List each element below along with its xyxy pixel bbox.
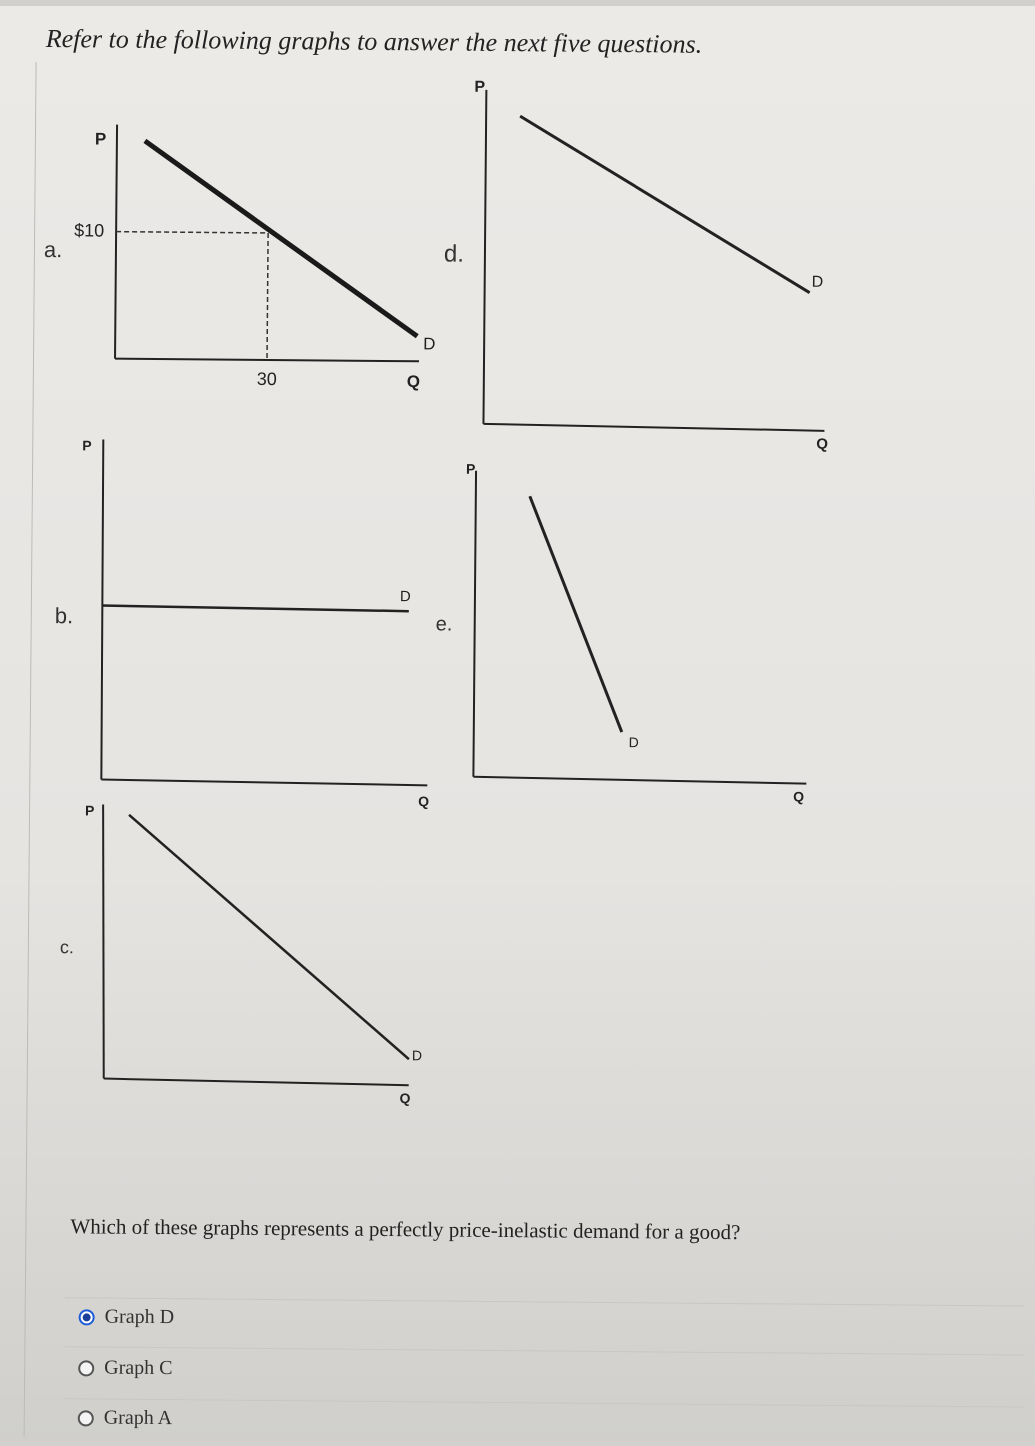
graph-a-q-axis-label: Q xyxy=(406,372,421,392)
question-text: Which of these graphs represents a perfectly price-inelastic demand for a good? xyxy=(70,1214,741,1245)
graph-b-p-axis-label: P xyxy=(82,437,92,454)
graph-a-q-axis xyxy=(115,359,419,362)
graph-a-p-axis xyxy=(115,125,117,359)
graph-d-p-axis-label: P xyxy=(474,78,486,96)
graphs-figure xyxy=(0,2,1035,1201)
graph-d-label: d. xyxy=(443,240,465,268)
graph-c-p-axis-label: P xyxy=(85,802,95,819)
page xyxy=(0,6,1035,1440)
graph-e-p-axis-label: P xyxy=(465,460,476,477)
graph-d-d-label: D xyxy=(811,273,824,291)
instruction-text: Refer to the following graphs to answer the next five questions. xyxy=(45,24,703,59)
graph-c-p-axis xyxy=(101,805,106,1079)
graph-c-label: c. xyxy=(59,937,74,958)
graph-a-price-tick: $10 xyxy=(74,220,105,241)
question-content xyxy=(0,2,1035,1445)
option-graph-a[interactable] xyxy=(78,1406,173,1430)
graph-b-label: b. xyxy=(54,603,74,629)
option-graph-a-label: Graph A xyxy=(103,1406,173,1430)
graph-c-demand-curve xyxy=(127,815,411,1059)
option-graph-d[interactable] xyxy=(79,1305,175,1329)
graph-b-q-axis xyxy=(101,780,427,786)
divider xyxy=(64,1346,1024,1355)
graph-a-quantity-tick: 30 xyxy=(256,368,277,390)
graph-e-q-axis-label: Q xyxy=(793,788,805,805)
graph-b xyxy=(53,437,432,809)
graph-b-d-label: D xyxy=(399,588,411,606)
graph-b-q-axis-label: Q xyxy=(418,793,430,810)
graph-a-p-axis-label: P xyxy=(94,129,107,149)
graph-e xyxy=(434,460,809,804)
graph-c-d-label: D xyxy=(411,1047,423,1064)
graph-e-p-axis xyxy=(473,471,476,777)
option-graph-c[interactable] xyxy=(78,1356,173,1380)
graph-d-demand-curve xyxy=(519,116,812,293)
graph-b-demand-curve xyxy=(102,606,409,612)
graph-a-d-label: D xyxy=(423,334,436,354)
graph-c-q-axis-label: Q xyxy=(399,1090,411,1107)
option-graph-c-label: Graph C xyxy=(104,1356,173,1380)
graph-e-label: e. xyxy=(435,613,453,636)
divider xyxy=(64,1398,1024,1407)
graph-e-q-axis xyxy=(473,777,806,784)
divider xyxy=(65,1297,1025,1306)
graph-d-p-axis xyxy=(483,90,486,424)
radio-graph-d[interactable] xyxy=(79,1309,95,1325)
graph-d-q-axis-label: Q xyxy=(816,435,829,453)
graph-c xyxy=(59,802,425,1106)
graph-d xyxy=(442,79,831,453)
graph-c-q-axis xyxy=(104,1079,409,1086)
option-graph-d-label: Graph D xyxy=(104,1305,175,1329)
graph-a-demand-curve xyxy=(143,141,419,336)
graph-a-quantity-guide xyxy=(267,233,268,360)
graph-b-p-axis xyxy=(100,440,104,780)
graph-e-d-label: D xyxy=(628,734,639,751)
graph-a-price-guide xyxy=(116,232,268,233)
graph-d-q-axis xyxy=(483,424,824,431)
radio-graph-a[interactable] xyxy=(78,1410,94,1426)
radio-graph-c[interactable] xyxy=(78,1360,94,1376)
graph-e-demand-curve xyxy=(528,496,624,732)
graph-a-label: a. xyxy=(43,237,63,263)
graph-a xyxy=(43,124,438,391)
